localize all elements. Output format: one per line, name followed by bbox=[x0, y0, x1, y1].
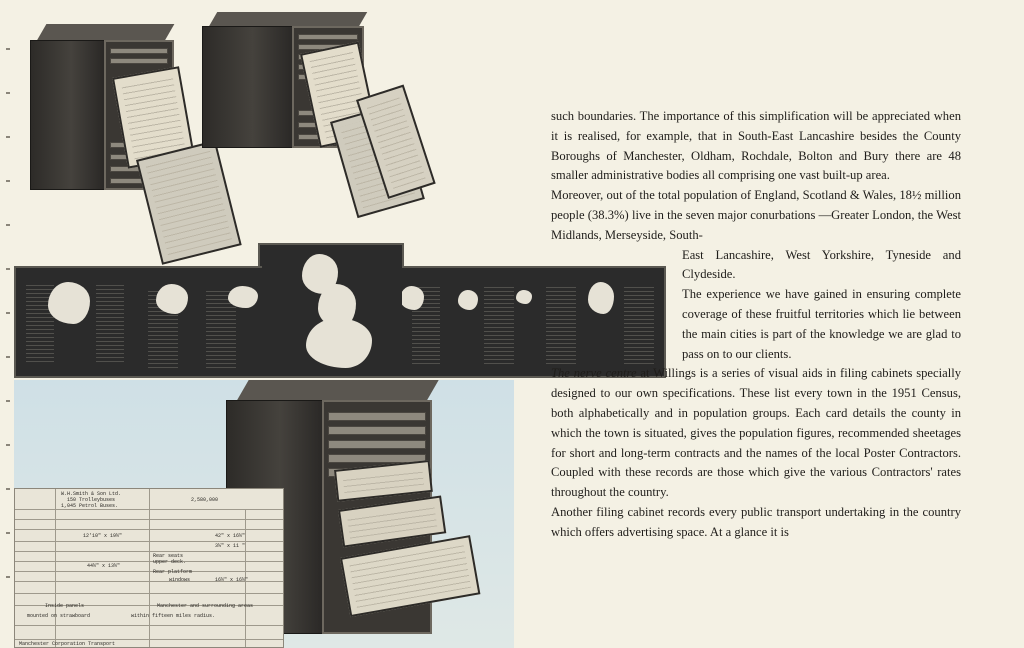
card-area-2: within fifteen miles radius. bbox=[131, 613, 216, 619]
card-int-label-4: windows bbox=[169, 577, 191, 583]
greater-london-map-shape bbox=[48, 282, 90, 324]
nerve-centre-body: at Willings is a series of visual aids in filing cabinets specially designed to our own specifications. These list every town in the 1951 Census, both alphabetically and in population groups. Each card details the county in which the town is situated, gives the population figures, recommended sheetages for short and long-term contracts and the names of the local Poster Contractors. Coupled with these records are those which give the various Contractors' rates throughout the country. bbox=[551, 366, 961, 500]
uk-map-panel bbox=[262, 248, 402, 376]
card-int-size-3: 16½" x 16½" bbox=[215, 577, 249, 583]
paragraph-transport: Another filing cabinet records every public transport undertaking in the country which offers advertising space. At a glance it is bbox=[551, 504, 961, 539]
indented-text-block bbox=[682, 246, 961, 365]
paragraph-conurbations: East Lancashire, West Yorkshire, Tyneside and Clydeside. bbox=[682, 247, 961, 282]
paragraph-experience: The experience we have gained in ensuring complete coverage of these fruitful territories which lie between the main cities is part of the knowledge we are glad to pass on to our clients. bbox=[682, 287, 961, 361]
card-ext-size-2: 44½" x 13½" bbox=[87, 563, 121, 569]
paragraph-boundaries: such boundaries. The importance of this simplification will be appreciated when it is realised, for example, that in South-East Lancashire besides the County Boroughs of Manchester, Oldham, Rochdale, Bolton and Bury there are 48 smaller administrative bodies all comprising one vast built-up area. bbox=[551, 109, 961, 183]
merseyside-map-shape bbox=[228, 286, 258, 308]
card-int-size-1: 42" x 16½" bbox=[215, 533, 246, 539]
card-population: 2,580,000 bbox=[191, 497, 219, 503]
west-midlands-map-shape bbox=[156, 284, 188, 314]
se-lancashire-map-shape bbox=[400, 286, 424, 310]
nerve-centre-heading: The nerve centre bbox=[551, 366, 637, 381]
paragraph-nerve-centre bbox=[551, 364, 961, 503]
card-ext-size-1: 12'10" x 19½" bbox=[83, 533, 123, 539]
card-fleet: 150 Trolleybuses bbox=[67, 497, 116, 503]
card-fleet-2: 1,045 Petrol Buses. bbox=[61, 503, 119, 509]
card-int-label-1: Rear seats bbox=[153, 553, 184, 559]
card-position-2: mounted on strawboard bbox=[27, 613, 91, 619]
tyneside-map-shape bbox=[516, 290, 532, 304]
paragraph-population: Moreover, out of the total population of England, Scotland & Wales, 18½ million people (38.3%) live in the seven major conurbations —Greater London, the West Midlands, Merseyside, South- bbox=[551, 188, 961, 242]
west-yorkshire-map-shape bbox=[458, 290, 478, 310]
index-card bbox=[14, 488, 284, 648]
card-int-label-2: upper deck. bbox=[153, 559, 187, 565]
card-contractor: W.H.Smith & Son Ltd. bbox=[61, 491, 122, 497]
card-footer: Manchester Corporation Transport bbox=[19, 641, 116, 647]
card-int-label-3: Rear platform bbox=[153, 569, 193, 575]
card-int-size-2: 3¼" x 11 " bbox=[215, 543, 246, 549]
body-text-column bbox=[551, 107, 961, 543]
card-area: Manchester and surrounding areas bbox=[157, 603, 254, 609]
open-card-tray-1b bbox=[136, 140, 242, 265]
card-position: Inside panels bbox=[45, 603, 85, 609]
binding-holes bbox=[6, 30, 12, 630]
